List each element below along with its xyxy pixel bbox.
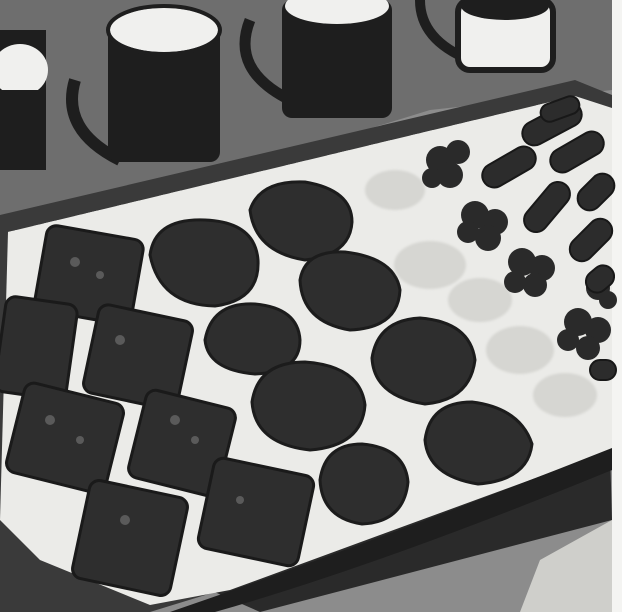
- mug-left-edge: [0, 30, 48, 170]
- cookie: [320, 444, 408, 524]
- cookie: [372, 318, 475, 404]
- candy-log: [590, 360, 616, 380]
- brownie: [71, 479, 190, 598]
- cookie: [252, 362, 365, 450]
- brownie: [197, 456, 316, 567]
